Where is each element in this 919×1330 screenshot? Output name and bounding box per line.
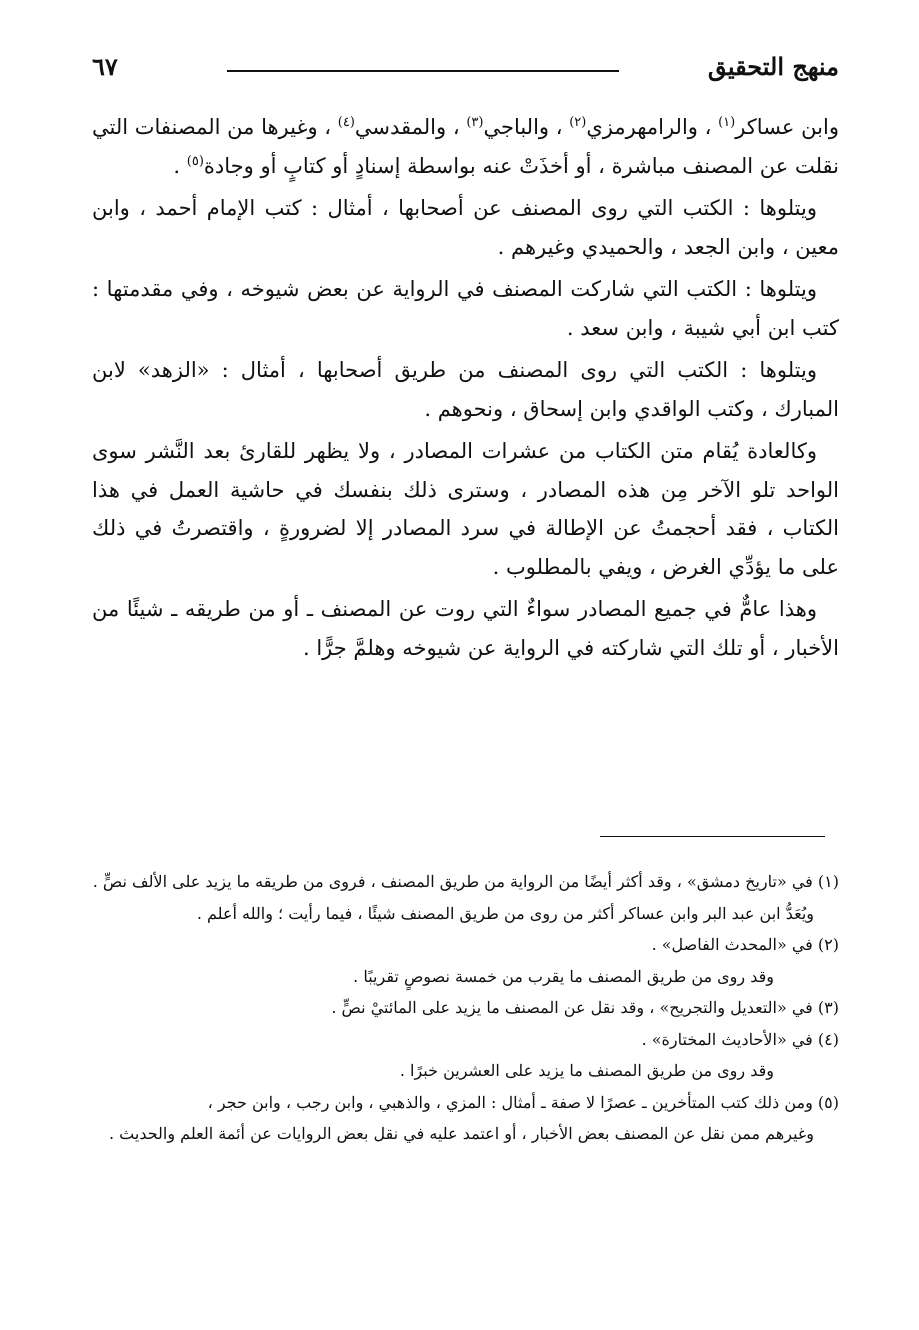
paragraph-5: وكالعادة يُقام متن الكتاب من عشرات المصادر ، ولا يظهر للقارئ بعد النَّشر سوى الواحد تلو الآخر مِن هذه المصادر ، وسترى ذلك بنفسك في حاشية العمل في هذا الكتاب ، فقد أحجمتُ عن الإطالة في سرد المصادر إلا لضرورةٍ ، واقتصرتُ في ذلك على ما يؤدِّي الغرض ، ويفي بالمطلوب . bbox=[92, 439, 839, 579]
footnote-ref-4: (٤) bbox=[337, 115, 355, 130]
paragraph-1-text-a: وابن عساكر bbox=[735, 115, 839, 139]
running-title: منهج التحقيق bbox=[707, 52, 839, 81]
header-rule bbox=[227, 70, 619, 72]
footnote-ref-1: (١) bbox=[718, 115, 736, 130]
paragraph-3: ويتلوها : الكتب التي شاركت المصنف في الرواية عن بعض شيوخه ، وفي مقدمتها : كتب ابن أبي شيبة ، وابن سعد . bbox=[92, 277, 839, 340]
footnote-4-continuation: وقد روى من طريق المصنف ما يزيد على العشرين خبرًا . bbox=[399, 1061, 774, 1080]
paragraph-1-text-e: ، وغيرها من المصنفات التي نقلت عن المصنف مباشرة ، أو أخذَتْ عنه بواسطة إسنادٍ أو كتابٍ أو وجادة bbox=[92, 115, 839, 178]
footnote-ref-5: (٥) bbox=[186, 153, 204, 169]
paragraph-1-text-f: . bbox=[173, 153, 181, 178]
footnote-1: (١) في «تاريخ دمشق» ، وقد أكثر أيضًا من الرواية من طريق المصنف ، فروى من طريقه ما يزيد على الألف نصٍّ . bbox=[92, 872, 839, 891]
paragraph-1 bbox=[92, 108, 839, 185]
footnote-1-continuation: ويُعَدُّ ابن عبد البر وابن عساكر أكثر من روى من طريق المصنف شيئًا ، فيما رأيت ؛ والله أعلم . bbox=[196, 903, 814, 923]
paragraph-1-text-d: ، والمقدسي bbox=[354, 115, 460, 139]
paragraph-6: وهذا عامٌّ في جميع المصادر سواءٌ التي روت عن المصنف ـ أو من طريقه ـ شيئًا من الأخبار ، أو تلك التي شاركته في الرواية عن شيوخه وهلمَّ جرًّا . bbox=[92, 597, 839, 660]
paragraph-1-text-b: ، والرامهرمزي bbox=[586, 115, 712, 139]
page-header bbox=[92, 50, 839, 90]
page-number: ٦٧ bbox=[92, 52, 118, 81]
footnote-5: (٥) ومن ذلك كتب المتأخرين ـ عصرًا لا صفة ـ أمثال : المزي ، والذهبي ، وابن رجب ، وابن حجر ، bbox=[207, 1092, 839, 1112]
body-text bbox=[92, 108, 839, 667]
footnote-2: (٢) في «المحدث الفاصل» . bbox=[651, 935, 839, 954]
footnote-2-continuation: وقد روى من طريق المصنف ما يقرب من خمسة نصوصٍ تقريبًا . bbox=[353, 966, 774, 986]
footnote-separator bbox=[600, 836, 825, 837]
paragraph-1-text-c: ، والباجي bbox=[483, 115, 563, 139]
footnotes bbox=[92, 866, 839, 1150]
footnote-3: (٣) في «التعديل والتجريح» ، وقد نقل عن المصنف ما يزيد على المائتيْ نصٍّ . bbox=[331, 998, 839, 1017]
paragraph-2: ويتلوها : الكتب التي روى المصنف عن أصحابها ، أمثال : كتب الإمام أحمد ، وابن معين ، وابن الجعد ، والحميدي وغيرهم . bbox=[92, 196, 839, 259]
paragraph-4: ويتلوها : الكتب التي روى المصنف من طريق أصحابها ، أمثال : «الزهد» لابن المبارك ، وكتب الواقدي وابن إسحاق ، ونحوهم . bbox=[92, 358, 839, 421]
footnote-ref-3: (٣) bbox=[466, 115, 484, 130]
footnote-4: (٤) في «الأحاديث المختارة» . bbox=[641, 1029, 839, 1049]
footnote-ref-2: (٢) bbox=[569, 115, 587, 130]
footnote-5-continuation: وغيرهم ممن نقل عن المصنف بعض الأخبار ، أو اعتمد عليه في نقل بعض الروايات عن أئمة العلم والحديث . bbox=[108, 1124, 814, 1143]
